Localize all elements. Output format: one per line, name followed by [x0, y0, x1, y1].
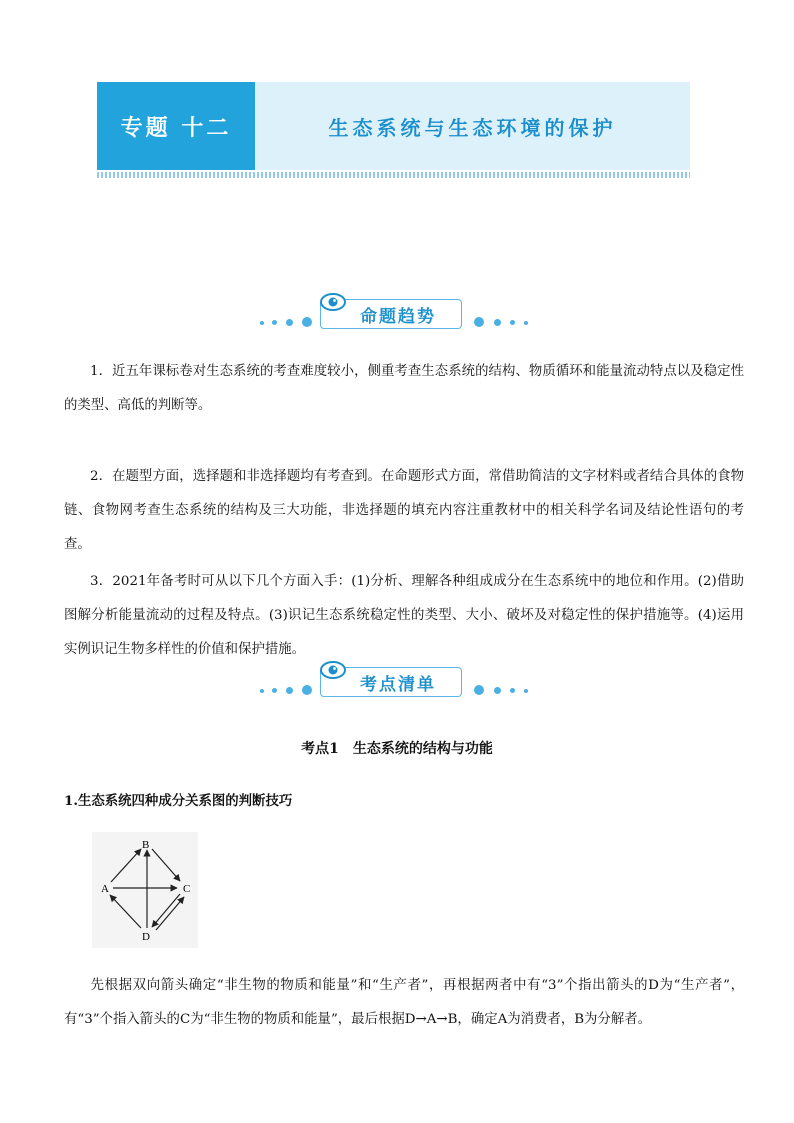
arrow-d-to-a [110, 895, 141, 928]
topic-number: 专题 十二 [97, 82, 255, 170]
decor-dot [474, 317, 484, 327]
arrow-c-to-d [152, 894, 180, 927]
ecosystem-component-diagram [92, 832, 198, 948]
arrow-d-to-c [156, 897, 184, 930]
node-d: D [142, 931, 150, 943]
node-b: B [142, 839, 150, 851]
decor-dot [302, 317, 312, 327]
trend-paragraph-2: 2．在题型方面，选择题和非选择题均有考查到。在命题形式方面，常借助简洁的文字材料或者结合具体的食物链、食物网考查生态系统的结构及三大功能，非选择题的填充内容注重教材中的相关科学名词及结论性语句的考查。 [64, 469, 744, 552]
arrow-b-to-c [152, 849, 180, 881]
decor-dot [286, 687, 293, 694]
section-tag-checklist [258, 664, 538, 706]
section-tag-label: 命题趋势 [320, 299, 462, 329]
banner-divider [97, 172, 690, 178]
node-a: A [101, 883, 109, 895]
topic-title: 生态系统与生态环境的保护 [255, 82, 690, 170]
decor-dot [524, 689, 528, 693]
diagram-svg [92, 832, 198, 948]
decor-dot [494, 687, 501, 694]
decor-dot [272, 320, 277, 325]
decor-dot [272, 688, 277, 693]
explanation-paragraph: 先根据双向箭头确定“非生物的物质和能量”和“生产者”，再根据两者中有“3”个指出箭头的D为“生产者”，有“3”个指入箭头的C为“非生物的物质和能量”，最后根据D→A→B，确定A为消费者，B为分解者。 [64, 978, 744, 1027]
decor-dot [510, 688, 515, 693]
decor-dot [302, 685, 312, 695]
decor-dot [286, 319, 293, 326]
decor-dot [510, 320, 515, 325]
decor-dot [524, 321, 528, 325]
decor-dot [474, 685, 484, 695]
topic-banner [97, 82, 690, 170]
trend-paragraph-3: 3．2021年备考时可从以下几个方面入手：(1)分析、理解各种组成成分在生态系统中的地位和作用。(2)借助图解分析能量流动的过程及特点。(3)识记生态系统稳定性的类型、大小、破坏及对稳定性的保护措施等。(4)运用实例识记生物多样性的价值和保护措施。 [64, 574, 744, 657]
trend-paragraph-1: 1．近五年课标卷对生态系统的考查难度较小，侧重考查生态系统的结构、物质循环和能量流动特点以及稳定性的类型、高低的判断等。 [64, 364, 744, 413]
decor-dot [260, 689, 264, 693]
section-tag-trends [258, 296, 538, 338]
decor-dot [260, 321, 264, 325]
node-c: C [183, 883, 191, 895]
eye-icon [320, 292, 346, 312]
eye-icon [320, 660, 346, 680]
decor-dot [494, 319, 501, 326]
subsection-title: 1.生态系统四种成分关系图的判断技巧 [64, 793, 293, 809]
kaodian-title: 考点1 生态系统的结构与功能 [301, 741, 493, 757]
arrow-a-to-b [111, 849, 141, 882]
section-tag-label: 考点清单 [320, 667, 462, 697]
